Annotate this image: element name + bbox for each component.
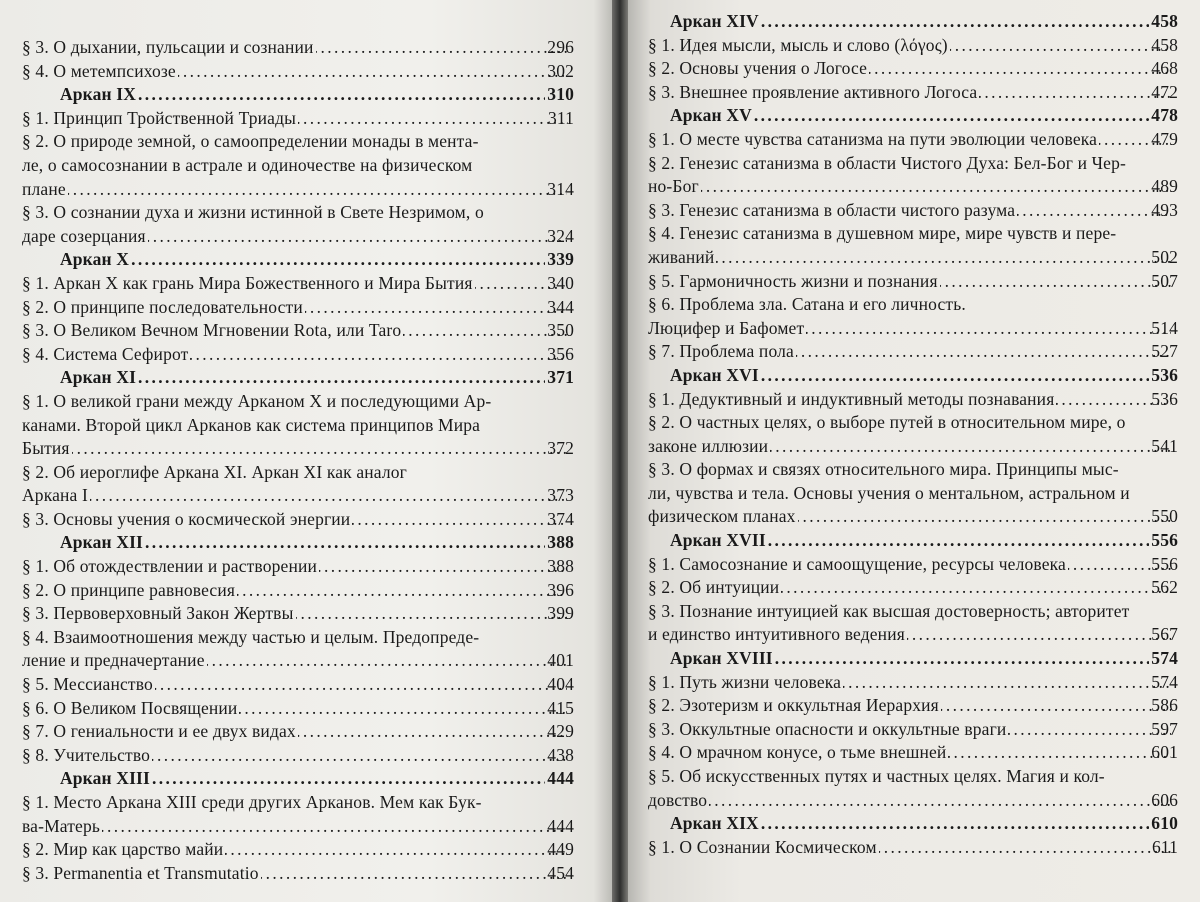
toc-leader-row: [22, 744, 574, 768]
toc-leader-row: [22, 697, 574, 721]
dot-leader: [305, 296, 567, 320]
arkan-heading: [648, 529, 1178, 553]
page-number: 541: [1151, 435, 1178, 456]
page-number: 472: [1151, 81, 1178, 102]
dot-leader: [775, 647, 1150, 671]
toc-leader-row: [648, 57, 1178, 81]
toc-entry-title: § 3. Permanentia et Transmutatio: [22, 862, 259, 883]
dot-leader: [155, 673, 567, 697]
toc-section-entry: [648, 81, 1178, 105]
toc-entry-title: § 3. Внешнее проявление активного Логоса: [648, 81, 978, 102]
toc-leader-row: [648, 789, 1178, 813]
dot-leader: [770, 435, 1171, 459]
page-number: 399: [547, 603, 574, 624]
toc-section-entry: [22, 296, 574, 320]
toc-leader-row: [22, 319, 574, 343]
toc-section-entry: [22, 130, 574, 201]
dot-leader: [843, 671, 1171, 695]
toc-section-entry: [648, 388, 1178, 412]
toc-section-entry: [648, 836, 1178, 860]
toc-section-entry: [22, 744, 574, 768]
toc-section-entry: [648, 128, 1178, 152]
toc-entry-title: Аркан XVI: [670, 364, 759, 385]
toc-entry-title: Аркан XVII: [670, 530, 766, 551]
toc-leader-row: [648, 576, 1178, 600]
toc-entry-line: § 2. О природе земной, о самоопределении монады в мента-: [22, 131, 479, 152]
toc-leader-row: [648, 718, 1178, 742]
page-number: 478: [1151, 105, 1178, 126]
toc-entry-title: § 1. Самосознание и самоощущение, ресурсы человека: [648, 553, 1066, 574]
dot-leader: [907, 623, 1171, 647]
toc-leader-row: [60, 366, 574, 390]
toc-leader-row: [648, 34, 1178, 58]
toc-leader-row: [648, 623, 1178, 647]
toc-leader-row: [22, 272, 574, 296]
page-number: 601: [1151, 742, 1178, 763]
toc-section-entry: [22, 602, 574, 626]
arkan-heading: [22, 248, 574, 272]
page-number: 429: [547, 721, 574, 742]
dot-leader: [72, 437, 568, 461]
toc-leader-row: [648, 199, 1178, 223]
page-number: 468: [1151, 58, 1178, 79]
toc-entry-title: Аркан XIX: [670, 813, 759, 834]
dot-leader: [131, 248, 545, 272]
toc-entry-title: Аркан XIII: [60, 768, 150, 789]
toc-entry-line: канами. Второй цикл Арканов как система принципов Мира: [22, 414, 481, 435]
dot-leader: [152, 767, 545, 791]
page-number: 479: [1151, 128, 1178, 149]
book-gutter: [612, 0, 628, 902]
toc-section-entry: [648, 576, 1178, 600]
page-number: 340: [547, 272, 574, 293]
toc-section-entry: [648, 411, 1178, 458]
toc-section-entry: [648, 34, 1178, 58]
dot-leader: [948, 741, 1171, 765]
toc-section-entry: [22, 201, 574, 248]
toc-entry-title: § 2. О принципе последовательности: [22, 296, 303, 317]
page-number: 388: [547, 532, 574, 553]
page-number: 562: [1151, 577, 1178, 598]
toc-entry-title: § 1. Дедуктивный и индуктивный методы познавания: [648, 388, 1055, 409]
dot-leader: [806, 317, 1171, 341]
page-number: 444: [547, 768, 574, 789]
toc-entry-line: ли, чувства и тела. Основы учения о ментальном, астральном и: [648, 482, 1130, 503]
toc-leader-row: [648, 270, 1178, 294]
toc-section-entry: [648, 600, 1178, 647]
arkan-heading: [648, 647, 1178, 671]
toc-entry-title: § 3. Первоверховный Закон Жертвы: [22, 603, 294, 624]
toc-leader-row: [22, 508, 574, 532]
toc-entry-title: § 1. Об отождествлении и растворении: [22, 556, 317, 577]
toc-section-entry: [648, 57, 1178, 81]
dot-leader: [1008, 718, 1171, 742]
toc-leader-row: [60, 767, 574, 791]
toc-section-entry: [648, 293, 1178, 340]
toc-entry-title: § 8. Учительство: [22, 744, 151, 765]
dot-leader: [298, 107, 568, 131]
toc-entry-title: довство: [648, 789, 708, 810]
toc-section-entry: [22, 272, 574, 296]
toc-entry-title: § 2. Мир как царство майи: [22, 839, 224, 860]
dot-leader: [190, 343, 567, 367]
page-number: 536: [1151, 364, 1178, 385]
toc-entry-title: § 2. Об интуиции: [648, 577, 780, 598]
page-number: 489: [1151, 176, 1178, 197]
toc-section-entry: [648, 340, 1178, 364]
page-number: 536: [1151, 388, 1178, 409]
page-number: 449: [547, 839, 574, 860]
toc-entry-title: Люцифер и Бафомет: [648, 317, 805, 338]
dot-leader: [941, 694, 1171, 718]
page-number: 415: [547, 697, 574, 718]
dot-leader: [403, 319, 567, 343]
toc-leader-row: [22, 602, 574, 626]
toc-section-entry: [648, 553, 1178, 577]
dot-leader: [138, 366, 545, 390]
toc-section-entry: [648, 741, 1178, 765]
toc-entry-line: § 1. О великой грани между Арканом X и последующими Ар-: [22, 390, 492, 411]
dot-leader: [979, 81, 1171, 105]
dot-leader: [796, 340, 1171, 364]
toc-leader-row: [648, 836, 1178, 860]
arkan-heading: [22, 83, 574, 107]
toc-leader-row: [22, 862, 574, 886]
dot-leader: [239, 697, 567, 721]
toc-entry-line: § 2. О частных целях, о выборе путей в относительном мире, о: [648, 412, 1126, 433]
dot-leader: [768, 529, 1150, 553]
toc-leader-row: [670, 529, 1178, 553]
page-number: 388: [547, 556, 574, 577]
toc-entry-title: Аркан XI: [60, 367, 137, 388]
toc-section-entry: [22, 390, 574, 461]
toc-entry-title: даре созерцания: [22, 225, 146, 246]
toc-leader-row: [670, 364, 1178, 388]
dot-leader: [178, 60, 567, 84]
toc-entry-line: § 2. Генезис сатанизма в области Чистого Духа: Бел-Бог и Чер-: [648, 152, 1126, 173]
page-number: 356: [547, 343, 574, 364]
toc-entry-title: Аркан X: [60, 249, 130, 270]
arkan-heading: [648, 364, 1178, 388]
dot-leader: [709, 789, 1171, 813]
page-number: 550: [1151, 506, 1178, 527]
toc-entry-line: § 2. Об иероглифе Аркана XI. Аркан XI как аналог: [22, 461, 407, 482]
toc-section-entry: [22, 36, 574, 60]
toc-leader-row: [22, 555, 574, 579]
toc-entry-line: § 4. Генезис сатанизма в душевном мире, мире чувств и пере-: [648, 223, 1117, 244]
toc-leader-row: [22, 649, 574, 673]
page-number: 344: [547, 296, 574, 317]
toc-section-entry: [648, 765, 1178, 812]
dot-leader: [879, 836, 1172, 860]
page-number: 339: [547, 249, 574, 270]
page-number: 438: [547, 744, 574, 765]
dot-leader: [225, 838, 567, 862]
toc-entry-title: § 3. Основы учения о космической энергии: [22, 508, 351, 529]
toc-leader-row: [648, 317, 1178, 341]
toc-leader-row: [648, 694, 1178, 718]
dot-leader: [298, 720, 567, 744]
page-number: 302: [547, 60, 574, 81]
toc-leader-row: [648, 741, 1178, 765]
toc-entry-title: Бытия: [22, 438, 70, 459]
toc-entry-title: Аркан XV: [670, 105, 752, 126]
page-number: 396: [547, 579, 574, 600]
toc-leader-row: [22, 60, 574, 84]
toc-section-entry: [22, 626, 574, 673]
toc-entry-line: § 3. О формах и связях относительного мира. Принципы мыс-: [648, 459, 1119, 480]
page-number: 314: [547, 178, 574, 199]
arkan-heading: [22, 531, 574, 555]
page-number: 404: [547, 674, 574, 695]
toc-entry-line: § 3. Познание интуицией как высшая достоверность; авторитет: [648, 600, 1130, 621]
arkan-heading: [22, 366, 574, 390]
page-number: 606: [1151, 789, 1178, 810]
toc-leader-row: [670, 812, 1178, 836]
toc-section-entry: [22, 461, 574, 508]
toc-entry-title: § 1. Идея мысли, мысль и слово (λόγος): [648, 34, 948, 55]
toc-entry-line: § 5. Об искусственных путях и частных целях. Магия и кол-: [648, 766, 1105, 786]
toc-entry-title: § 4. Система Сефирот: [22, 343, 189, 364]
page-number: 493: [1151, 199, 1178, 220]
toc-section-entry: [648, 270, 1178, 294]
page-number: 311: [547, 107, 574, 128]
toc-entry-title: Аркан IX: [60, 84, 137, 105]
toc-section-entry: [648, 458, 1178, 529]
toc-leader-row: [22, 296, 574, 320]
toc-leader-row: [648, 671, 1178, 695]
page-number: 350: [547, 320, 574, 341]
toc-entry-title: § 5. Мессианство: [22, 674, 153, 695]
toc-entry-line: § 3. О сознании духа и жизни истинной в Свете Незримом, о: [22, 202, 484, 223]
toc-section-entry: [648, 152, 1178, 199]
page-number: 597: [1151, 718, 1178, 739]
dot-leader: [754, 104, 1149, 128]
page-number: 556: [1151, 553, 1178, 574]
dot-leader: [950, 34, 1172, 58]
toc-entry-title: § 5. Гармоничность жизни и познания: [648, 270, 938, 291]
dot-leader: [761, 364, 1149, 388]
page-number: 373: [547, 485, 574, 506]
toc-entry-title: ва-Матерь: [22, 815, 100, 836]
page-number: 458: [1151, 34, 1178, 55]
toc-leader-row: [22, 815, 574, 839]
toc-entry-title: § 4. О мрачном конусе, о тьме внешней: [648, 742, 947, 763]
toc-entry-title: живаний: [648, 246, 715, 267]
toc-leader-row: [648, 81, 1178, 105]
dot-leader: [798, 505, 1172, 529]
dot-leader: [940, 270, 1172, 294]
page-number: 502: [1151, 246, 1178, 267]
toc-leader-row: [22, 720, 574, 744]
toc-leader-row: [22, 343, 574, 367]
toc-entry-title: но-Бог: [648, 176, 699, 197]
dot-leader: [352, 508, 567, 532]
toc-entry-title: § 7. О гениальности и ее двух видах: [22, 721, 296, 742]
toc-section-entry: [22, 343, 574, 367]
toc-entry-title: Аркан XIV: [670, 11, 759, 31]
toc-entry-line: § 4. Взаимоотношения между частью и целым. Предопреде-: [22, 626, 480, 647]
page-number: 567: [1151, 624, 1178, 645]
page-number: 574: [1151, 648, 1178, 669]
toc-leader-row: [648, 435, 1178, 459]
dot-leader: [781, 576, 1171, 600]
toc-entry-title: § 6. О Великом Посвящении: [22, 697, 238, 718]
page-number: 444: [547, 815, 574, 836]
page-number: 324: [547, 225, 574, 246]
toc-entry-title: § 3. О дыхании, пульсации и сознании: [22, 37, 314, 57]
page-number: 611: [1151, 836, 1178, 857]
toc-entry-title: § 2. Основы учения о Логосе: [648, 58, 868, 79]
page-number: 556: [1151, 530, 1178, 551]
dot-leader: [148, 225, 568, 249]
dot-leader: [261, 862, 568, 886]
toc-leader-row: [60, 248, 574, 272]
toc-entry-title: § 1. Принцип Тройственной Триады: [22, 107, 297, 128]
toc-section-entry: [22, 673, 574, 697]
toc-section-entry: [22, 862, 574, 886]
page-number: 586: [1151, 695, 1178, 716]
arkan-heading: [22, 767, 574, 791]
toc-section-entry: [22, 319, 574, 343]
page-number: 527: [1151, 341, 1178, 362]
dot-leader: [102, 815, 567, 839]
toc-section-entry: [22, 107, 574, 131]
toc-leader-row: [670, 647, 1178, 671]
dot-leader: [761, 10, 1149, 34]
toc-entry-title: плане: [22, 178, 66, 199]
page-number: 574: [1151, 671, 1178, 692]
dot-leader: [207, 649, 568, 673]
toc-leader-row: [22, 107, 574, 131]
toc-entry-title: § 2. О принципе равновесия: [22, 579, 236, 600]
page-number: 401: [547, 650, 574, 671]
toc-leader-row: [22, 838, 574, 862]
page-number: 507: [1151, 270, 1178, 291]
toc-section-entry: [648, 199, 1178, 223]
page-number: 310: [547, 84, 574, 105]
page-number: 296: [547, 37, 574, 57]
toc-leader-row: [670, 10, 1178, 34]
dot-leader: [90, 484, 567, 508]
page-number: 514: [1151, 317, 1178, 338]
toc-entry-title: § 2. Эзотеризм и оккультная Иерархия: [648, 695, 939, 716]
toc-section-entry: [22, 555, 574, 579]
toc-section-entry: [22, 697, 574, 721]
toc-section-entry: [22, 720, 574, 744]
toc-entry-line: § 6. Проблема зла. Сатана и его личность.: [648, 294, 966, 315]
toc-leader-row: [648, 340, 1178, 364]
toc-entry-title: § 1. Аркан X как грань Мира Божественного и Мира Бытия: [22, 272, 473, 293]
toc-entry-title: и единство интуитивного ведения: [648, 624, 905, 645]
toc-section-entry: [22, 60, 574, 84]
toc-leader-row: [22, 437, 574, 461]
toc-entry-line: § 1. Место Аркана XIII среди других Арканов. Мем как Бук-: [22, 792, 482, 812]
dot-leader: [319, 555, 567, 579]
toc-entry-title: § 1. О Сознании Космическом: [648, 836, 877, 857]
toc-leader-row: [22, 225, 574, 249]
dot-leader: [152, 744, 567, 768]
dot-leader: [316, 36, 568, 60]
page-number: 454: [547, 862, 574, 883]
toc-entry-line: ле, о самосознании в астрале и одиночестве на физическом: [22, 154, 473, 175]
toc-leader-row: [648, 246, 1178, 270]
toc-leader-row: [648, 175, 1178, 199]
toc-entry-title: § 3. Оккультные опасности и оккультные враги: [648, 718, 1007, 739]
toc-entry-title: законе иллюзии: [648, 435, 769, 456]
toc-entry-title: § 7. Проблема пола: [648, 341, 794, 362]
toc-leader-row: [648, 388, 1178, 412]
toc-leader-row: [648, 553, 1178, 577]
page-number: 372: [547, 438, 574, 459]
dot-leader: [701, 175, 1171, 199]
toc-entry-title: § 4. О метемпсихозе: [22, 60, 176, 81]
toc-leader-row: [22, 673, 574, 697]
page-number: 371: [547, 367, 574, 388]
page-number: 610: [1151, 813, 1178, 834]
toc-leader-row: [60, 83, 574, 107]
toc-leader-row: [670, 104, 1178, 128]
dot-leader: [296, 602, 568, 626]
toc-leader-row: [22, 36, 574, 60]
arkan-heading: [648, 812, 1178, 836]
page-number: 374: [547, 508, 574, 529]
dot-leader: [237, 579, 567, 603]
toc-section-entry: [22, 508, 574, 532]
toc-entry-title: физическом планах: [648, 506, 796, 527]
arkan-heading: [648, 10, 1178, 34]
toc-leader-row: [22, 178, 574, 202]
toc-leader-row: [22, 484, 574, 508]
toc-section-entry: [648, 222, 1178, 269]
dot-leader: [138, 83, 545, 107]
toc-section-entry: [22, 579, 574, 603]
toc-leader-row: [22, 579, 574, 603]
dot-leader: [68, 178, 568, 202]
toc-section-entry: [648, 694, 1178, 718]
dot-leader: [1017, 199, 1171, 223]
dot-leader: [145, 531, 545, 555]
toc-leader-row: [648, 505, 1178, 529]
toc-entry-title: ление и предначертание: [22, 650, 205, 671]
toc-section-entry: [22, 791, 574, 838]
dot-leader: [761, 812, 1149, 836]
toc-leader-row: [60, 531, 574, 555]
toc-entry-title: § 1. Путь жизни человека: [648, 671, 842, 692]
toc-entry-title: § 1. О месте чувства сатанизма на пути эволюции человека: [648, 128, 1098, 149]
toc-section-entry: [648, 671, 1178, 695]
dot-leader: [716, 246, 1171, 270]
toc-leader-row: [648, 128, 1178, 152]
toc-entry-title: Аркан XII: [60, 532, 144, 553]
right-page: [628, 0, 1200, 902]
toc-entry-title: § 3. О Великом Вечном Мгновении Rota, или Taro: [22, 320, 402, 341]
toc-entry-title: Аркан XVIII: [670, 648, 773, 669]
dot-leader: [869, 57, 1171, 81]
toc-section-entry: [648, 718, 1178, 742]
toc-entry-title: Аркана I: [22, 485, 88, 506]
arkan-heading: [648, 104, 1178, 128]
toc-section-entry: [22, 838, 574, 862]
page-number: 458: [1151, 11, 1178, 31]
toc-entry-title: § 3. Генезис сатанизма в области чистого разума: [648, 199, 1016, 220]
